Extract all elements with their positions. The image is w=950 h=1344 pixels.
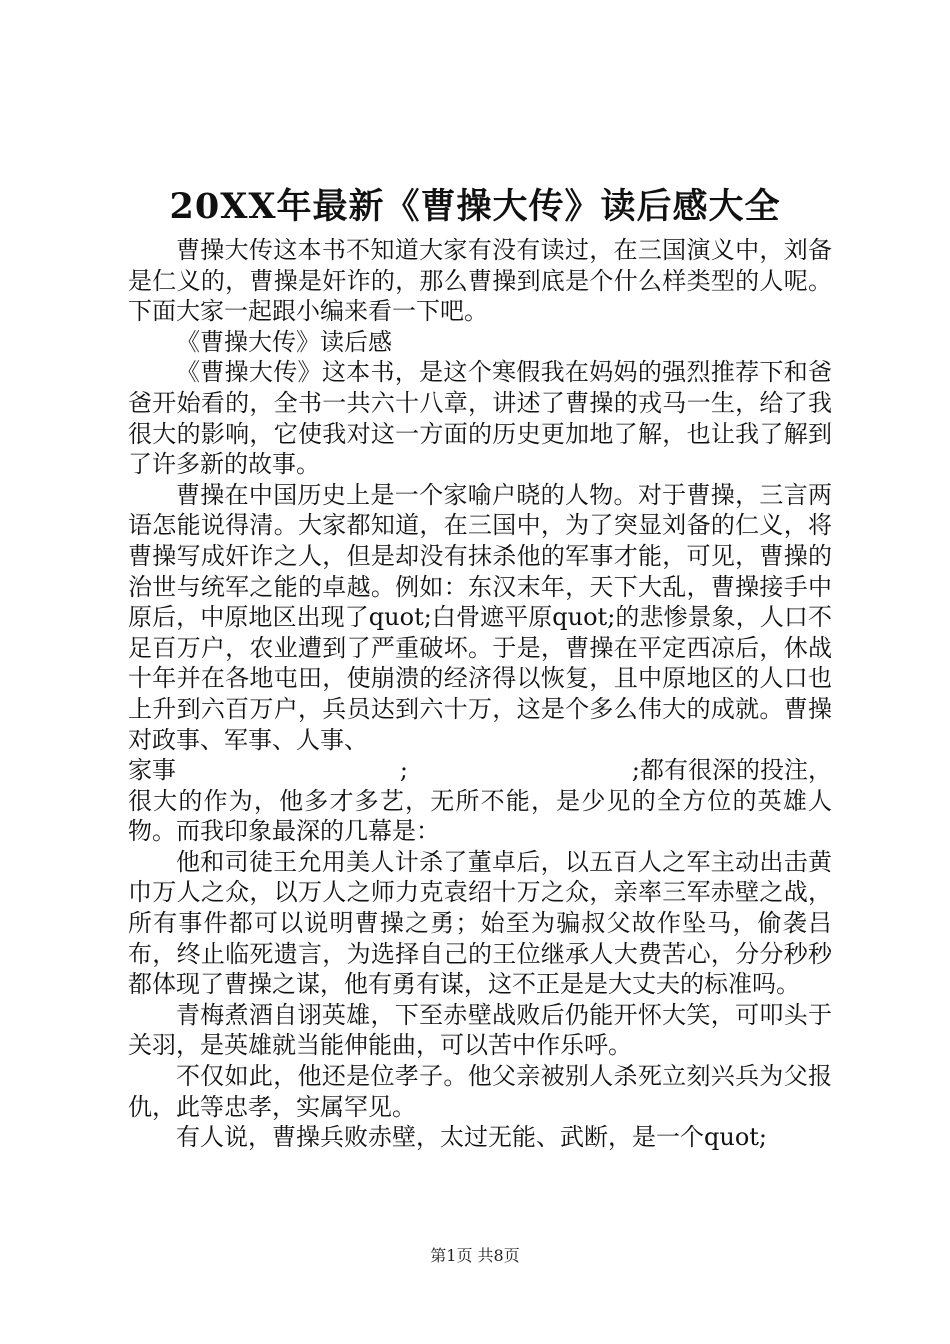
- spread-line-left: 家事: [128, 756, 176, 785]
- paragraph-intro: 曹操大传这本书不知道大家有没有读过，在三国演义中，刘备是仁义的，曹操是奸诈的，那么曹操到底是个什么样类型的人呢。下面大家一起跟小编来看一下吧。: [128, 236, 832, 326]
- paragraph-3: 他和司徒王允用美人计杀了董卓后，以五百人之军主动出击黄巾万人之众，以万人之师力克袁绍十万之众，亲率三军赤壁之战，所有事件都可以说明曹操之勇；始至为骗叔父故作坠马，偷袭吕布，终止临死遗言，为选择自己的王位继承人大费苦心，分分秒秒都体现了曹操之谋，他有勇有谋，这不正是是大丈夫的标准吗。: [128, 847, 832, 999]
- page-footer: 第1页 共8页: [430, 1246, 520, 1265]
- paragraph-5: 不仅如此，他还是位孝子。他父亲被别人杀死立刻兴兵为父报仇，此等忠孝，实属罕见。: [128, 1062, 832, 1121]
- paragraph-4: 青梅煮酒自诩英雄，下至赤壁战败后仍能开怀大笑，可叩头于关羽，是英雄就当能伸能曲，可以苦中作乐呼。: [128, 1000, 832, 1060]
- spread-line-middle: ;: [399, 756, 408, 785]
- paragraph-6: 有人说，曹操兵败赤壁，太过无能、武断，是一个quot;: [176, 1123, 767, 1152]
- paragraph-subheading: 《曹操大传》读后感: [176, 327, 392, 356]
- paragraph-1: 《曹操大传》这本书，是这个寒假我在妈妈的强烈推荐下和爸爸开始看的，全书一共六十八章，讲述了曹操的戎马一生，给了我很大的影响，它使我对这一方面的历史更加地了解，也让我了解到了许多新的故事。: [128, 358, 832, 479]
- spread-line: [128, 755, 832, 786]
- spread-line-right: ;都有很深的投注，: [631, 756, 832, 785]
- document-title: 20XX年最新《曹操大传》读后感大全: [169, 186, 781, 227]
- paragraph-2: 曹操在中国历史上是一个家喻户晓的人物。对于曹操，三言两语怎能说得清。大家都知道，在三国中，为了突显刘备的仁义，将曹操写成奸诈之人，但是却没有抹杀他的军事才能，可见，曹操的治世与统军之能的卓越。例如：东汉末年，天下大乱，曹操接手中原后，中原地区出现了quot;白骨遮平原quot;的悲惨景象，人口不足百万户，农业遭到了严重破坏。于是，曹操在平定西凉后，休战十年并在各地屯田，使崩溃的经济得以恢复，且中原地区的人口也上升到六百万户，兵员达到六十万，这是个多么伟大的成就。曹操对政事、军事、人事、: [128, 480, 832, 754]
- paragraph-2-continued: 很大的作为，他多才多艺，无所不能，是少见的全方位的英雄人物。而我印象最深的几幕是：: [128, 786, 832, 846]
- document-body: [128, 235, 832, 1153]
